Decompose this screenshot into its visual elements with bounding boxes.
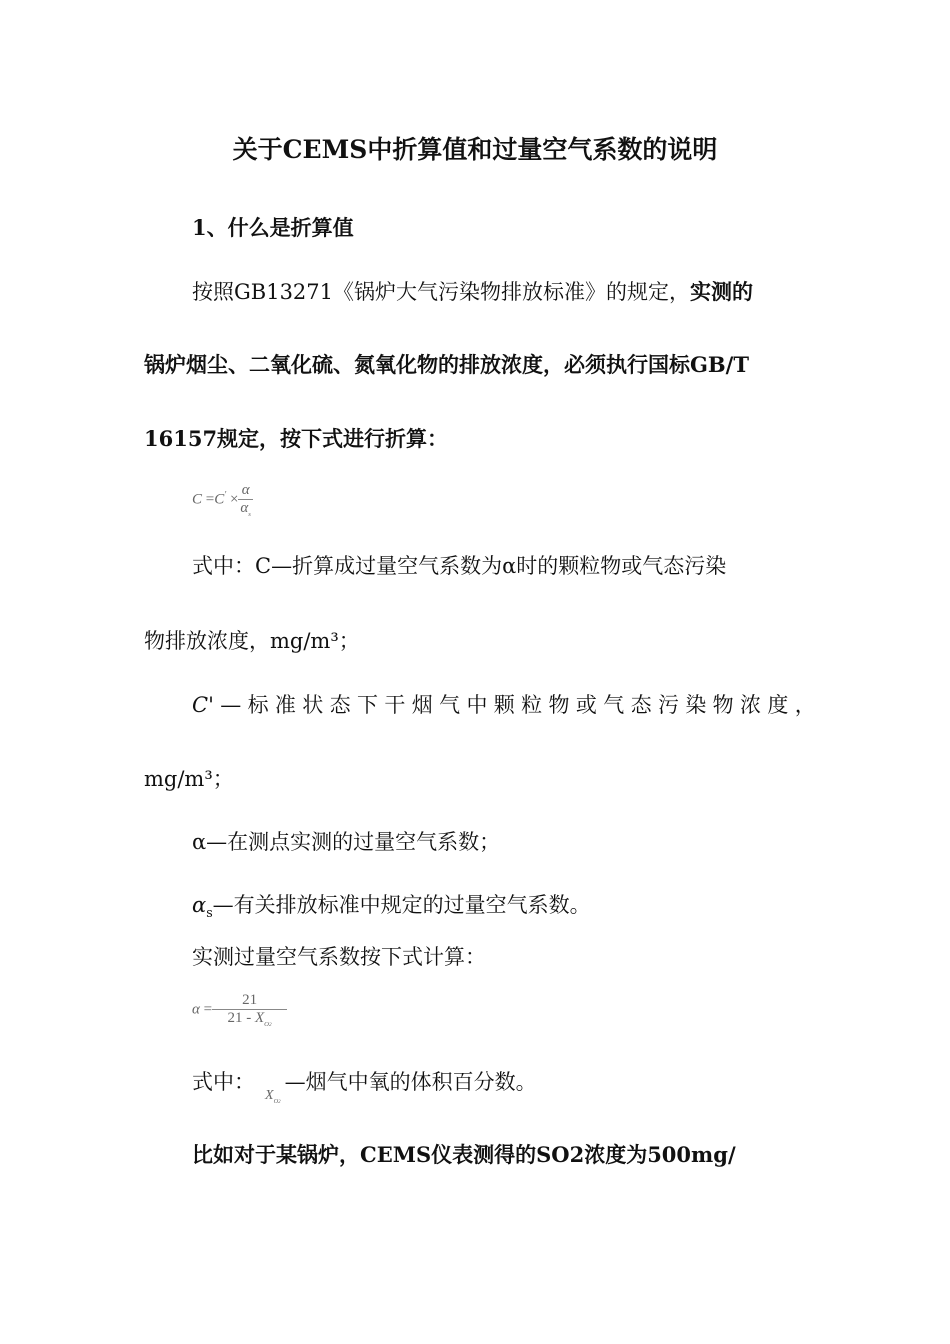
formula-prime: ' <box>224 489 227 500</box>
cprime-char: 或 <box>575 693 597 717</box>
definition-alpha-s: $\alpha_s—$有关排放标准中规定的过量空气系数。 <box>192 893 591 921</box>
paragraph-line <box>192 278 753 306</box>
text-normal: 按照GB13271《锅炉大气污染物排放标准》的规定， <box>192 280 691 304</box>
cprime-char: 度 <box>767 693 789 717</box>
cprime-char: 下 <box>357 693 378 717</box>
formula-concentration <box>192 482 253 518</box>
formula-numerator: α <box>238 482 253 500</box>
cprime-char: 物 <box>712 693 734 717</box>
formula-fraction <box>238 482 253 518</box>
definition-c: 式中：C—折算成过量空气系数为α时的颗粒物或气态污染 <box>192 554 727 578</box>
formula-excess-air <box>192 992 287 1028</box>
section-heading: 1、什么是折算值 <box>192 215 354 240</box>
cprime-char: 物 <box>548 693 570 717</box>
cprime-char: 态 <box>329 693 351 717</box>
definition-c-cont: 物排放浓度，mg/m³； <box>144 629 360 653</box>
definition-alpha: α—在测点实测的过量空气系数； <box>192 830 501 854</box>
x-o2-symbol: XO2 <box>265 1088 281 1105</box>
cprime-char: 气 <box>603 693 625 717</box>
paragraph-line: 锅炉烟尘、二氧化硫、氮氧化物的排放浓度，必须执行国标GB/T <box>144 352 749 377</box>
cprime-char: 标 <box>247 693 269 717</box>
definition-cprime <box>192 691 816 719</box>
cprime-char: 浓 <box>740 693 762 717</box>
formula-lhs: C <box>192 491 203 508</box>
example-line: 比如对于某锅炉，CEMS仪表测得的SO2浓度为500mg/ <box>192 1142 736 1167</box>
cprime-char: C' <box>192 693 214 717</box>
formula2-fraction <box>212 992 287 1028</box>
definition-x: 式中：$_{X_{O2}}$—烟气中氧的体积百分数。 <box>192 1070 537 1105</box>
alpha-symbol: α <box>192 893 207 917</box>
formula-denominator: $\alpha_s$ <box>240 500 251 518</box>
cprime-char: 状 <box>302 693 324 717</box>
cprime-char: 气 <box>439 693 461 717</box>
cprime-char: 染 <box>685 693 707 717</box>
formula2-numerator: 21 <box>212 992 287 1010</box>
cprime-char: 粒 <box>521 693 543 717</box>
formula2-lhs: α <box>192 1001 200 1018</box>
cprime-char: 态 <box>630 693 652 717</box>
measured-intro: 实测过量空气系数按下式计算： <box>192 945 486 969</box>
alpha-subscript: s <box>206 905 213 921</box>
definition-cprime-cont: mg/m³； <box>144 767 234 791</box>
formula-eq: = <box>205 491 215 508</box>
formula2-denominator: $21 - X_{O2}$ <box>227 1010 272 1028</box>
cprime-char: 烟 <box>411 693 433 717</box>
formula2-eq: = <box>203 1001 213 1018</box>
cprime-char: — <box>220 693 242 717</box>
page-title: 关于CEMS中折算值和过量空气系数的说明 <box>232 135 718 164</box>
cprime-char: ， <box>794 693 816 717</box>
paragraph-line: 16157规定，按下式进行折算： <box>144 426 449 451</box>
text-bold: 实测的 <box>690 279 754 304</box>
cprime-char: 准 <box>274 693 296 717</box>
cprime-char: 污 <box>657 693 679 717</box>
formula-times: × <box>229 491 239 508</box>
cprime-char: 中 <box>466 693 488 717</box>
cprime-char: 颗 <box>493 693 515 717</box>
cprime-char: 干 <box>384 693 406 717</box>
formula-cprime: C <box>214 491 225 508</box>
